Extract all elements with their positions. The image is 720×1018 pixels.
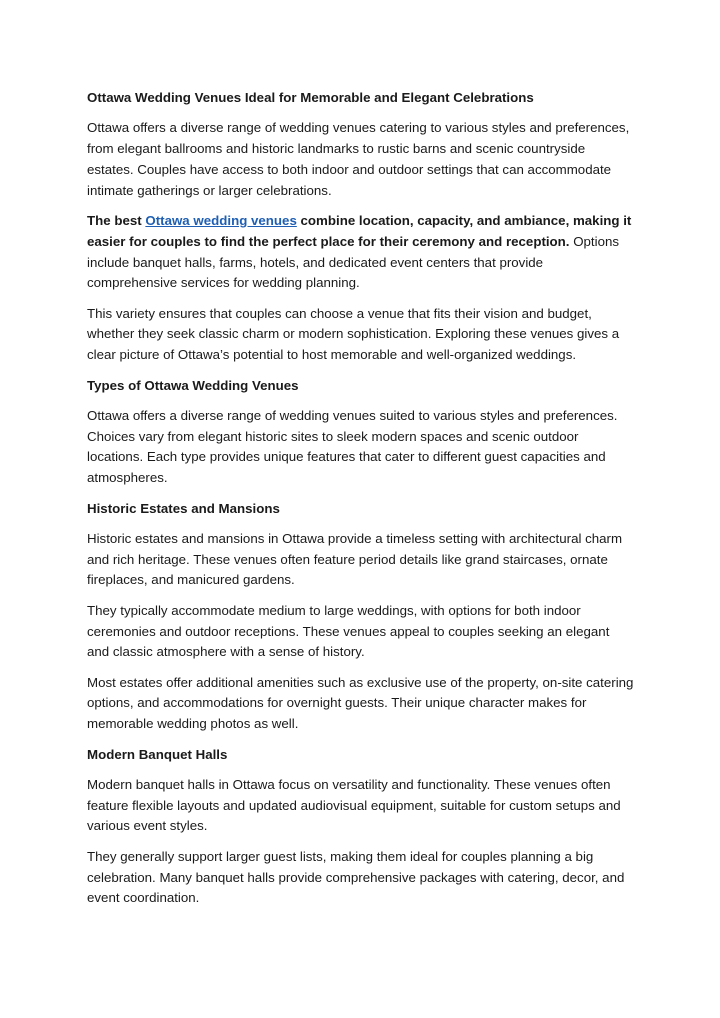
paragraph-best-venues xyxy=(87,211,634,294)
paragraph-modern-2: They generally support larger guest lists, making them ideal for couples planning a big celebration. Many banquet halls provide comprehensive packages with catering, decor, and event coordination. xyxy=(87,848,625,906)
ottawa-wedding-venues-link[interactable]: Ottawa wedding venues xyxy=(145,212,297,228)
heading-types: Types of Ottawa Wedding Venues xyxy=(87,377,299,393)
paragraph-historic-1: Historic estates and mansions in Ottawa provide a timeless setting with architectural charm and rich heritage. These venues often feature period details like grand staircases, ornate fireplaces, and manicured gardens. xyxy=(87,530,623,588)
paragraph-modern-1: Modern banquet halls in Ottawa focus on versatility and functionality. These venues often feature flexible layouts and updated audiovisual equipment, suitable for custom setups and various event styles. xyxy=(87,776,621,834)
paragraph-historic-2: They typically accommodate medium to large weddings, with options for both indoor ceremonies and outdoor receptions. These venues appeal to couples seeking an elegant and classic atmosphere with a sense of history. xyxy=(87,602,610,660)
paragraph-intro: Ottawa offers a diverse range of wedding venues catering to various styles and preferences, from elegant ballrooms and historic landmarks to rustic barns and scenic countryside estates. Couples have access to both indoor and outdoor settings that can accommodate intimate gatherings or larger celebrations. xyxy=(87,120,630,198)
bold-continued-text: combine location, capacity, and ambiance, making it easier for couples to find the perfect place for their ceremony and reception. xyxy=(87,212,632,249)
heading-modern-banquet-halls: Modern Banquet Halls xyxy=(87,746,228,762)
paragraph-types: Ottawa offers a diverse range of wedding venues suited to various styles and preferences. Choices vary from elegant historic sites to sleek modern spaces and scenic outdoor locations. Each type provides unique features that cater to different guest capacities and atmospheres. xyxy=(87,407,618,486)
regular-text: Options include banquet halls, farms, hotels, and dedicated event centers that provide comprehensive services for wedding planning. xyxy=(87,233,620,291)
paragraph-historic-3: Most estates offer additional amenities such as exclusive use of the property, on-site catering options, and accommodations for overnight guests. Their unique character makes for memorable wedding photos as well. xyxy=(87,674,634,732)
heading-historic-estates: Historic Estates and Mansions xyxy=(87,500,280,516)
paragraph-variety: This variety ensures that couples can choose a venue that fits their vision and budget, whether they seek classic charm or modern sophistication. Exploring these venues gives a clear picture of Ottawa’s potential to host memorable and well-organized weddings. xyxy=(87,305,620,363)
bold-lead-text: The best xyxy=(87,212,146,228)
document-title: Ottawa Wedding Venues Ideal for Memorable and Elegant Celebrations xyxy=(87,90,534,105)
